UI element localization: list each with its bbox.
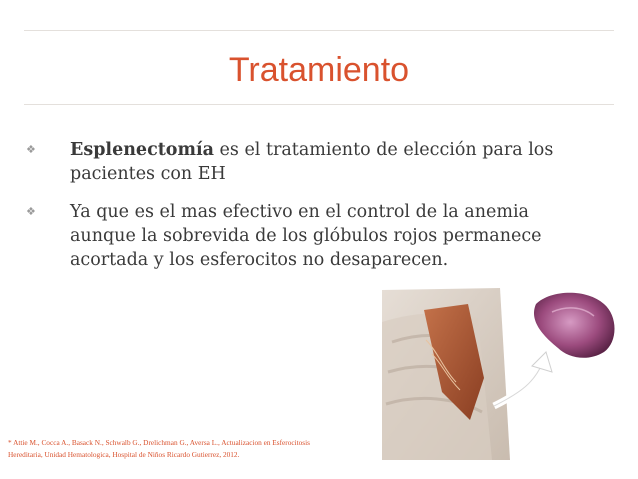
bullet-item [26, 200, 586, 272]
bullet-text: es el tratamiento de elección para los pacientes con EH [70, 140, 554, 184]
bullet-marker-icon: ❖ [26, 205, 36, 218]
bullet-text: Ya que es el mas efectivo en el control de la anemia aunque la sobrevida de los glóbulos rojos permanece acortada y los esferocitos no desaparecen. [70, 202, 542, 270]
spleen-icon [534, 293, 614, 358]
reference-line: * Attie M., Cocca A., Basack N., Schwalb G., Drelichman G., Aversa L., Actualizacion en Esferocitosis [8, 438, 311, 447]
bullet-list [26, 138, 586, 286]
bullet-marker-icon: ❖ [26, 143, 36, 156]
bullet-bold-text: Esplenectomía [70, 140, 214, 160]
top-divider [24, 30, 614, 31]
title-divider [24, 104, 614, 105]
reference-line: Hereditaria, Unidad Hematologica, Hospital de Niños Ricardo Gutierrez, 2012. [8, 450, 240, 459]
bullet-item [26, 138, 586, 186]
reference-citation [8, 437, 388, 461]
slide-title: Tratamiento [228, 51, 410, 89]
abdominal-anatomy-illustration [382, 282, 634, 460]
